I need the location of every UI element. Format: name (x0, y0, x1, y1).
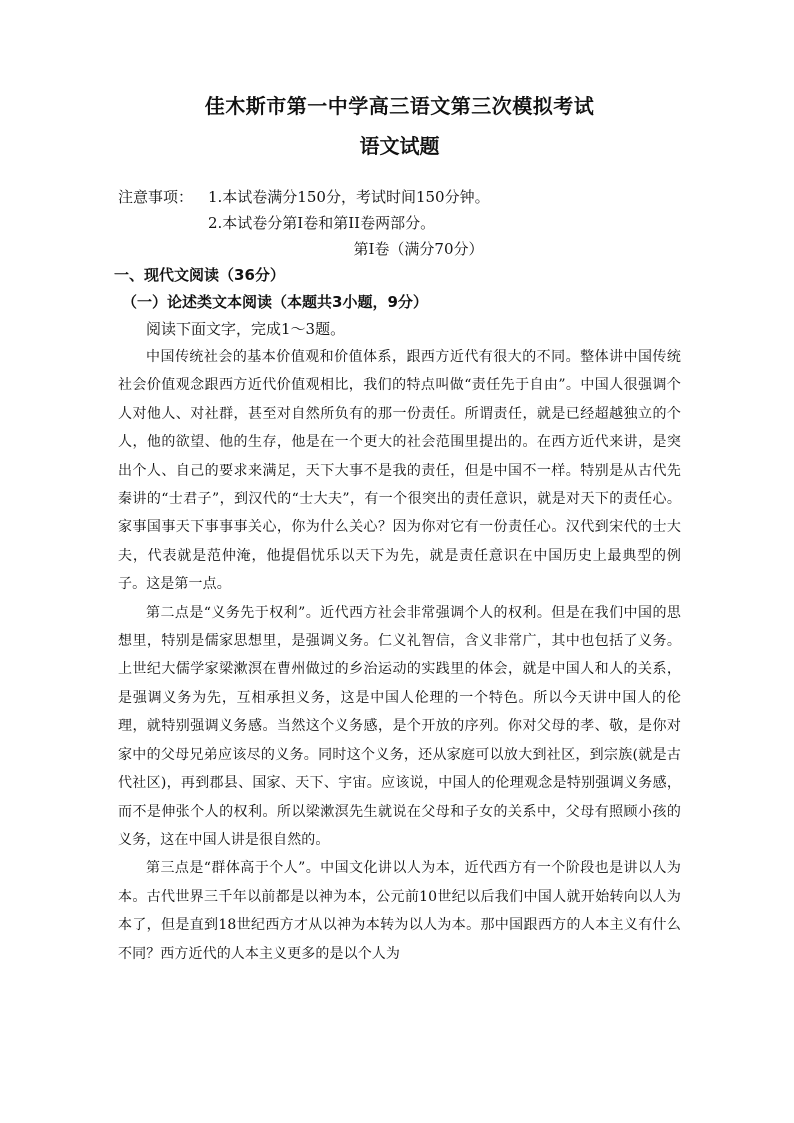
paragraph-3: 第三点是“群体高于个人”。中国文化讲以人为本，近代西方有一个阶段也是讲以人为本。古代世界三千年以前都是以神为本，公元前10世纪以后我们中国人就开始转向以人为本了，但是直到18世纪西方才从以神为本转为以人为本。那中国跟西方的人本主义有什么不同？西方近代的人本主义更多的是以个人为 (118, 860, 681, 962)
reading-instruction: 阅读下面文字，完成1～3题。 (146, 320, 346, 338)
volume-heading: 第Ⅰ卷（满分70分） (353, 240, 484, 258)
exam-page (114, 92, 681, 968)
notice-row-1 (118, 184, 681, 210)
notice-item-1: 1.本试卷满分150分，考试时间150分钟。 (208, 188, 490, 206)
paragraph-2: 第二点是“义务先于权利”。近代西方社会非常强调个人的权利。但是在我们中国的思想里，特别是儒家思想里，是强调义务。仁义礼智信，含义非常广，其中也包括了义务。上世纪大儒学家梁漱溟在曹州做过的乡治运动的实践里的体会，就是中国人和人的关系，是强调义务为先，互相承担义务，这是中国人伦理的一个特色。所以今天讲中国人的伦理，就特别强调义务感。当然这个义务感，是个开放的序列。你对父母的孝、敬，是你对家中的父母兄弟应该尽的义务。同时这个义务，还从家庭可以放大到社区，到宗族(就是古代社区)，再到郡县、国家、天下、宇宙。应该说，中国人的伦理观念是特别强调义务感，而不是伸张个人的权利。所以梁漱溟先生就说在父母和子女的关系中，父母有照顾小孩的义务，这在中国人讲是很自然的。 (118, 604, 681, 848)
notice-label: 注意事项： (118, 188, 194, 206)
sub-heading: （一）论述类文本阅读（本题共3小题，9分） (122, 293, 428, 311)
exam-subtitle: 语文试题 (359, 134, 440, 158)
exam-title: 佳木斯市第一中学高三语文第三次模拟考试 (204, 94, 595, 118)
paragraph-1: 中国传统社会的基本价值观和价值体系，跟西方近代有很大的不同。整体讲中国传统社会价值观念跟西方近代价值观相比，我们的特点叫做“责任先于自由”。中国人很强调个人对他人、对社群，甚至对自然所负有的那一份责任。所谓责任，就是已经超越独立的个人，他的欲望、他的生存，他是在一个更大的社会范围里提出的。在西方近代来讲，是突出个人、自己的要求来满足，天下大事不是我的责任，但是中国不一样。特别是从古代先秦讲的“士君子”，到汉代的“士大夫”，有一个很突出的责任意识，就是对天下的责任心。家事国事天下事事事关心，你为什么关心？因为你对它有一份责任心。汉代到宋代的士大夫，代表就是范仲淹，他提倡忧乐以天下为先，就是责任意识在中国历史上最典型的例子。这是第一点。 (118, 349, 681, 593)
section-heading: 一、现代文阅读（36分） (114, 266, 285, 284)
notice-block (118, 184, 681, 236)
notice-item-2: 2.本试卷分第Ⅰ卷和第II卷两部分。 (208, 214, 436, 232)
